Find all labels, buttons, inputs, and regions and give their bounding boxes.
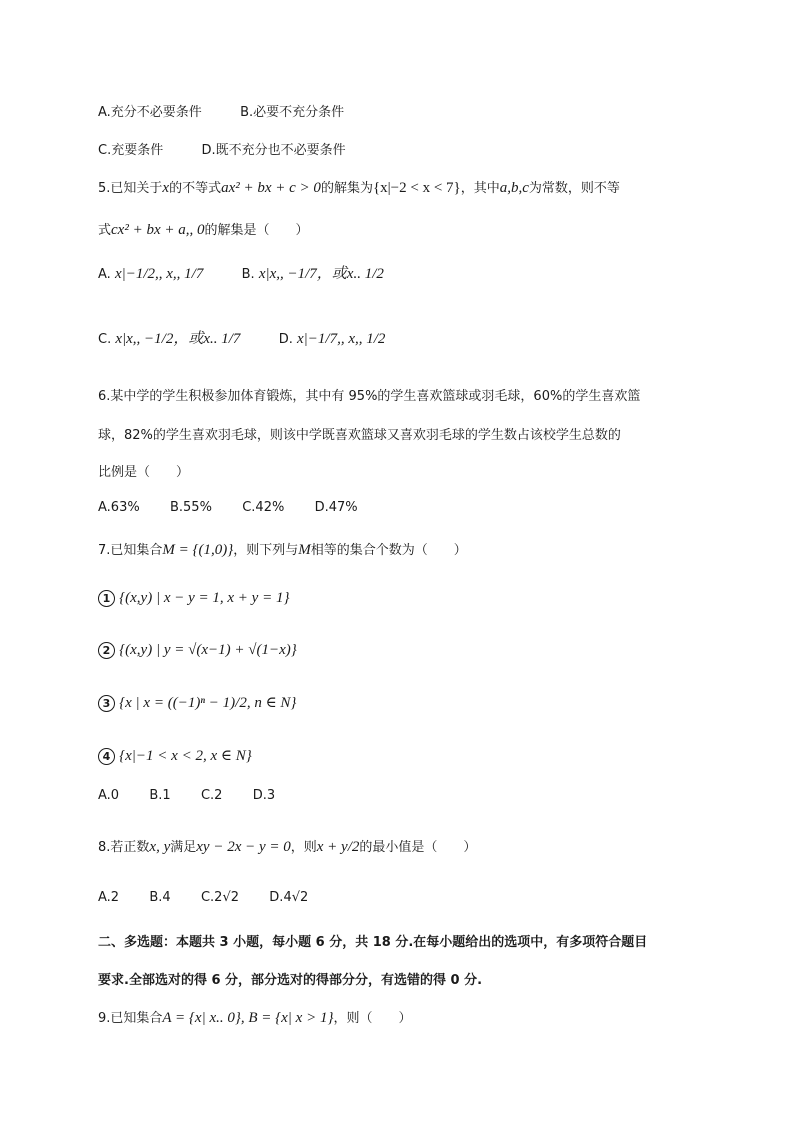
q8-stem-text: 满足 [170,840,197,855]
q7-var-m: M [298,542,311,558]
q7-stem-text: ，则下列与 [233,543,299,558]
q6-option-d: D.47% [314,500,358,515]
circled-number-3: 3 [98,695,115,712]
q7-stem [98,539,467,559]
q8-option-b: B.4 [149,890,171,905]
q4-options-row-2 [98,139,346,158]
q5-stem-text: ，其中 [460,181,500,196]
circled-number-1: 1 [98,590,115,607]
q5-stem-text: 式 [98,223,112,238]
q5-stem-text: 5.已知关于 [98,181,163,196]
q4-options-row-1 [98,101,344,120]
circled-number-4: 4 [98,748,115,765]
q5-option-c: x|x,, −1/2，或x.. 1/7 [115,331,241,347]
q6-line-1: 6.某中学的学生积极参加体育锻炼，其中有 95%的学生喜欢篮球或羽毛球，60%的学生喜欢篮 [98,389,641,404]
q7-item-1 [98,590,289,607]
q7-option-c: C.2 [200,788,223,803]
q5-option-d: x|−1/7,, x,, 1/2 [297,331,386,347]
q8-stem [98,836,476,856]
q7-item-4 [98,746,252,765]
q8-vars: x, y [149,839,171,855]
q5-inequality: ax² + bx + c > 0 [221,180,321,196]
q5-inequality-2: cx² + bx + a,, 0 [111,222,205,238]
q8-options [98,890,308,905]
q9-stem [98,1007,411,1027]
q5-option-b-label: B. [241,267,255,282]
q7-stem-text: 7.已知集合 [98,543,163,558]
section-2-heading-line-1: 二、多选题：本题共 3 小题，每小题 6 分，共 18 分.在每小题给出的选项中，有多项符合题目 [98,935,648,950]
section-2-heading-line-2: 要求.全部选对的得 6 分，部分选对的得部分分，有选错的得 0 分. [98,973,483,988]
q7-option-d: D.3 [252,788,276,803]
q4-option-a: A.充分不必要条件 [98,105,202,120]
q7-option-a: A.0 [98,788,120,803]
q8-stem-text: 的最小值是（ ） [359,840,477,855]
q8-stem-text: ，则 [290,840,317,855]
q5-constants: a,b,c [499,180,529,196]
q8-equation: xy − 2x − y = 0 [196,839,291,855]
q5-option-a-label: A. [98,267,111,282]
q8-expression: x + y/2 [316,839,360,855]
q6-option-a: A.63% [98,500,140,515]
q7-options [98,788,275,803]
q4-option-d: D.既不充分也不必要条件 [201,143,346,158]
q5-stem-text: 的不等式 [169,181,222,196]
q6-line-3: 比例是（ ） [98,465,190,480]
q5-option-c-label: C. [98,332,112,347]
q6-line-2: 球，82%的学生喜欢羽毛球，则该中学既喜欢篮球又喜欢羽毛球的学生数占该校学生总数的 [98,428,621,443]
q7-item-3 [98,693,296,712]
q5-option-b: x|x,, −1/7，或x.. 1/2 [258,266,384,282]
q5-stem-text: 的解集为 [320,181,373,196]
q7-item-2-set: {(x,y) | y = √(x−1) + √(1−x)} [119,642,297,658]
q5-stem-line-2 [98,219,309,239]
q6-option-c: C.42% [242,500,285,515]
q5-options-row-2 [98,327,385,348]
q9-stem-text: 9.已知集合 [98,1011,163,1026]
q5-solution-set: {x|−2 < x < 7} [372,180,461,196]
q7-stem-text: 相等的集合个数为（ ） [310,543,467,558]
q6-options [98,500,358,515]
q5-option-a: x|−1/2,, x,, 1/7 [114,266,204,282]
q5-stem-text: 的解集是（ ） [204,223,309,238]
q5-stem-text: 为常数，则不等 [528,181,620,196]
q8-option-a: A.2 [98,890,120,905]
q7-item-1-set: {(x,y) | x − y = 1, x + y = 1} [119,590,290,606]
q7-item-2 [98,642,297,659]
q5-var: x [162,180,170,196]
q7-set-m: M = {(1,0)} [162,542,234,558]
q8-option-c: C.2√2 [200,890,240,905]
circled-number-2: 2 [98,642,115,659]
q7-item-4-set: {x|−1 < x < 2, x ∈ N} [119,748,252,764]
q8-option-d: D.4√2 [269,890,309,905]
q5-stem-line-1 [98,177,620,197]
q9-sets: A = {x| x.. 0}, B = {x| x > 1} [162,1010,334,1026]
q4-option-b: B.必要不充分条件 [240,105,345,120]
q5-options-row-1 [98,262,384,283]
q5-option-d-label: D. [278,332,293,347]
q7-option-b: B.1 [149,788,171,803]
q4-option-c: C.充要条件 [98,143,164,158]
q7-item-3-set: {x | x = ((−1)ⁿ − 1)/2, n ∈ N} [119,695,297,711]
q9-stem-text: ，则（ ） [333,1011,412,1026]
q8-stem-text: 8.若正数 [98,840,150,855]
q6-option-b: B.55% [169,500,212,515]
